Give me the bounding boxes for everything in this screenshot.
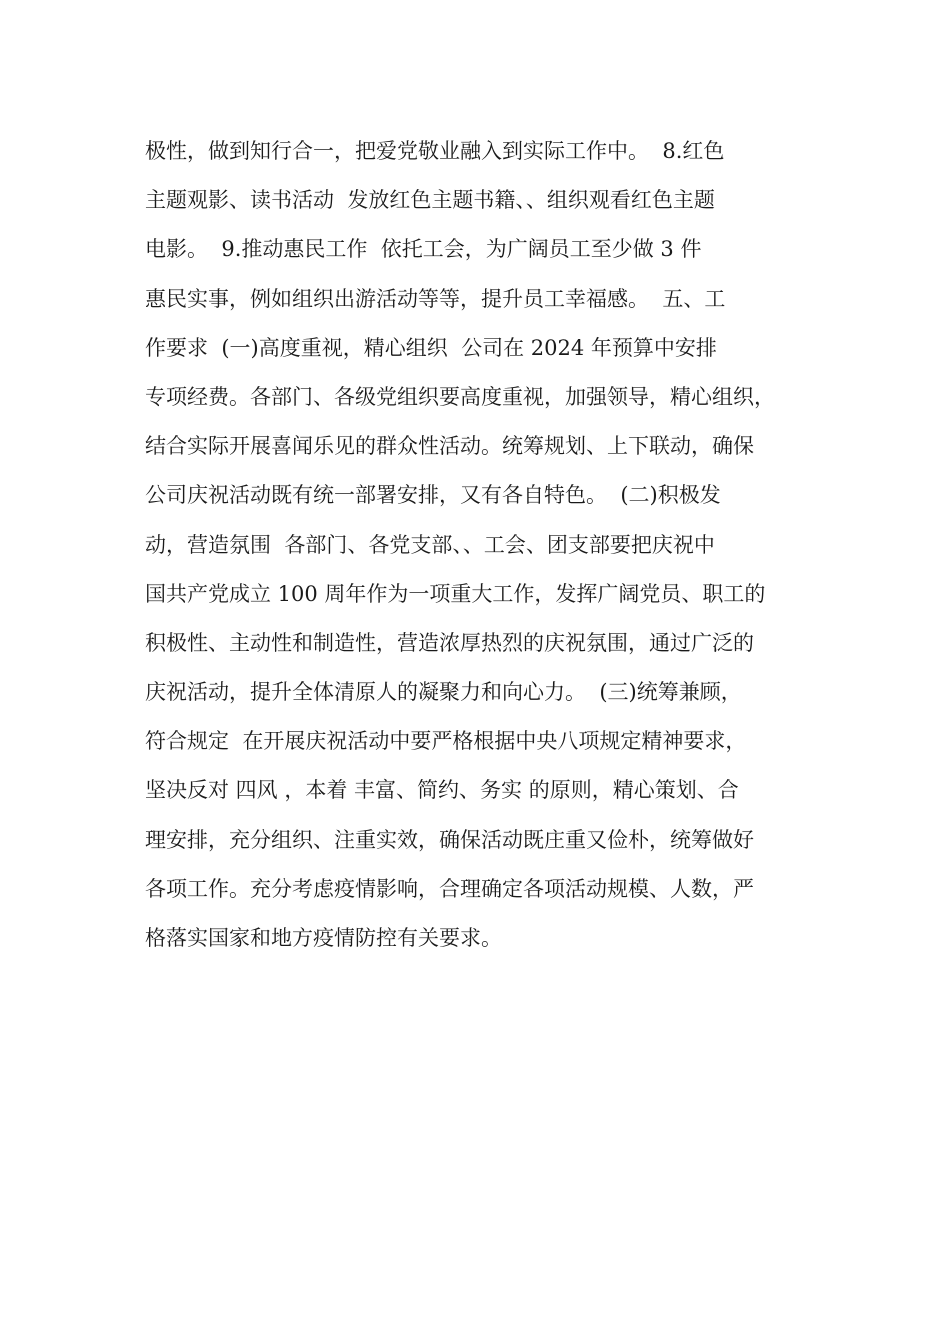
text-line: 庆祝活动，提升全体清原人的凝聚力和向心力。 (三)统筹兼顾，	[145, 680, 742, 705]
text-line: 公司庆祝活动既有统一部署安排，又有各自特色。 (二)积极发	[145, 483, 721, 508]
text-line: 各项工作。充分考虑疫情影响，合理确定各项活动规模、人数，严	[145, 876, 754, 901]
text-line: 专项经费。各部门、各级党组织要高度重视，加强领导，精心组织，	[145, 384, 775, 409]
text-line: 主题观影、读书活动 发放红色主题书籍、、组织观看红色主题	[145, 188, 715, 213]
text-line: 动，营造氛围 各部门、各党支部、、工会、团支部要把庆祝中	[145, 532, 715, 557]
text-line: 理安排，充分组织、注重实效，确保活动既庄重又俭朴，统筹做好	[145, 827, 754, 852]
text-line: 惠民实事，例如组织出游活动等等，提升员工幸福感。 五、工	[145, 286, 726, 311]
body-text	[145, 127, 845, 963]
text-line: 格落实国家和地方疫情防控有关要求。	[145, 926, 502, 950]
text-line: 积极性、主动性和制造性，营造浓厚热烈的庆祝氛围，通过广泛的	[145, 630, 754, 655]
text-line: 极性，做到知行合一，把爱党敬业融入到实际工作中。 8.红色	[145, 139, 725, 163]
text-line: 国共产党成立 100 周年作为一项重大工作，发挥广阔党员、职工的	[145, 581, 766, 606]
text-line: 结合实际开展喜闻乐见的群众性活动。统筹规划、上下联动，确保	[145, 434, 754, 459]
text-line: 坚决反对 四风 ，本着 丰富、简约、务实 的原则，精心策划、合	[145, 778, 739, 803]
text-line: 符合规定 在开展庆祝活动中要严格根据中央八项规定精神要求，	[145, 729, 747, 754]
text-line: 作要求 (一)高度重视，精心组织 公司在 2024 年预算中安排	[145, 335, 717, 360]
text-line: 电影。 9.推动惠民工作 依托工会，为广阔员工至少做 3 件	[145, 237, 702, 262]
